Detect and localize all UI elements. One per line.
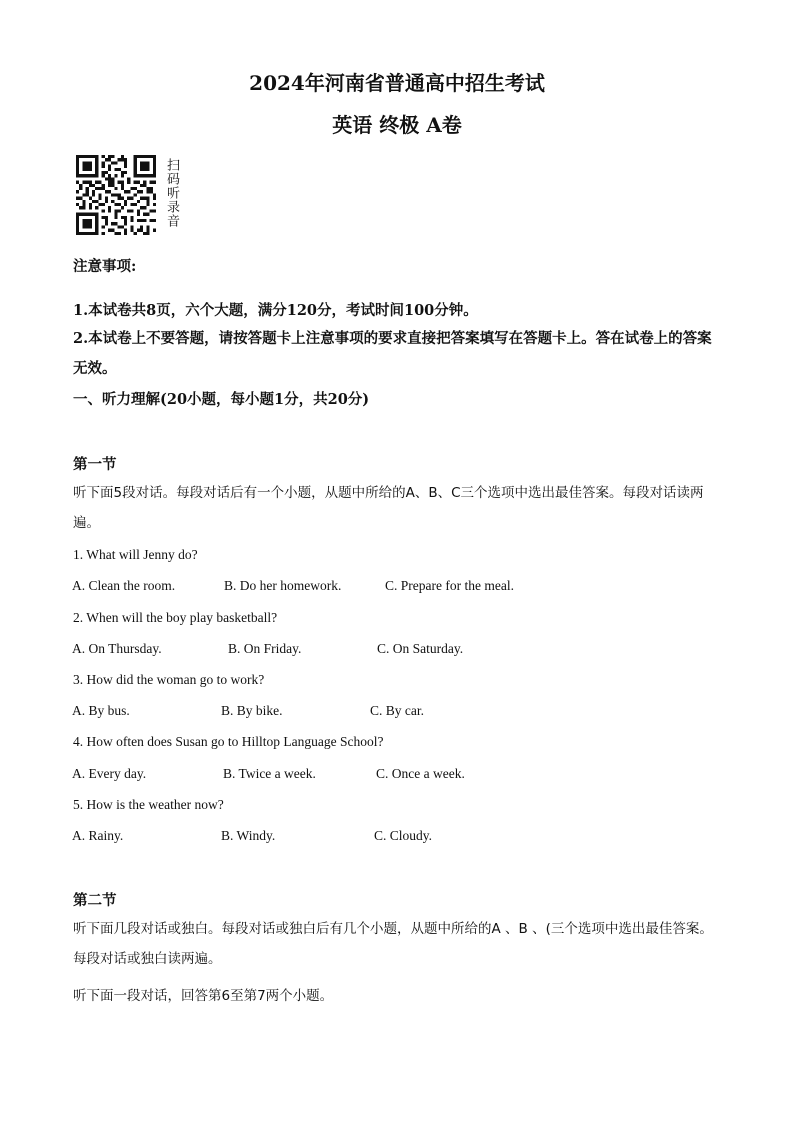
note-item-2: 2.本试卷上不要答题，请按答题卡上注意事项的要求直接把答案填写在答题卡上。答在试卷上的答案无效。: [73, 330, 712, 377]
notes-heading: 注意事项:: [73, 258, 137, 275]
section2-instructions: 听下面几段对话或独白。每段对话或独白后有几个小题，从题中所给的A 、B 、(三个选项中选出最佳答案。每段对话或独白读两遍。: [73, 921, 713, 967]
option-a: A. Clean the room.: [72, 578, 176, 593]
exam-title: 2024年河南省普通高中招生考试: [249, 71, 545, 95]
option-b: B. By bike.: [221, 703, 283, 718]
option-b: B. Twice a week.: [223, 766, 316, 781]
part1-heading: 一、听力理解(20小题，每小题1分，共20分): [73, 391, 370, 408]
option-b: B. Windy.: [221, 828, 276, 843]
option-c: C. Cloudy.: [374, 828, 433, 843]
option-a: A. Every day.: [72, 766, 147, 781]
qr-caption: 扫码听录音: [164, 158, 179, 228]
note-item-1: 1.本试卷共8页，六个大题，满分120分，考试时间100分钟。: [73, 302, 478, 319]
question-2: 2. When will the boy play basketball?: [73, 610, 278, 625]
question-3: 3. How did the woman go to work?: [73, 672, 265, 687]
option-a: A. By bus.: [72, 703, 130, 718]
option-c: C. On Saturday.: [377, 641, 464, 656]
section1-heading: 第一节: [73, 456, 117, 473]
option-c: C. Prepare for the meal.: [385, 578, 514, 593]
section2-heading: 第二节: [73, 892, 117, 909]
option-a: A. On Thursday.: [72, 641, 162, 656]
option-b: B. On Friday.: [228, 641, 302, 656]
option-a: A. Rainy.: [72, 828, 124, 843]
question-5: 5. How is the weather now?: [73, 797, 224, 812]
question-1: 1. What will Jenny do?: [73, 547, 198, 562]
option-c: C. Once a week.: [376, 766, 465, 781]
section1-instructions: 听下面5段对话。每段对话后有一个小题，从题中所给的A、B、C三个选项中选出最佳答案。每段对话读两遍。: [73, 485, 704, 531]
question-4: 4. How often does Susan go to Hilltop Language School?: [73, 734, 384, 749]
section2-sub-instruction: 听下面一段对话，回答第6至第7两个小题。: [73, 988, 334, 1004]
option-b: B. Do her homework.: [224, 578, 342, 593]
exam-subtitle: 英语 终极 A卷: [332, 113, 462, 137]
qr-code-icon[interactable]: [76, 155, 156, 235]
option-c: C. By car.: [370, 703, 424, 718]
